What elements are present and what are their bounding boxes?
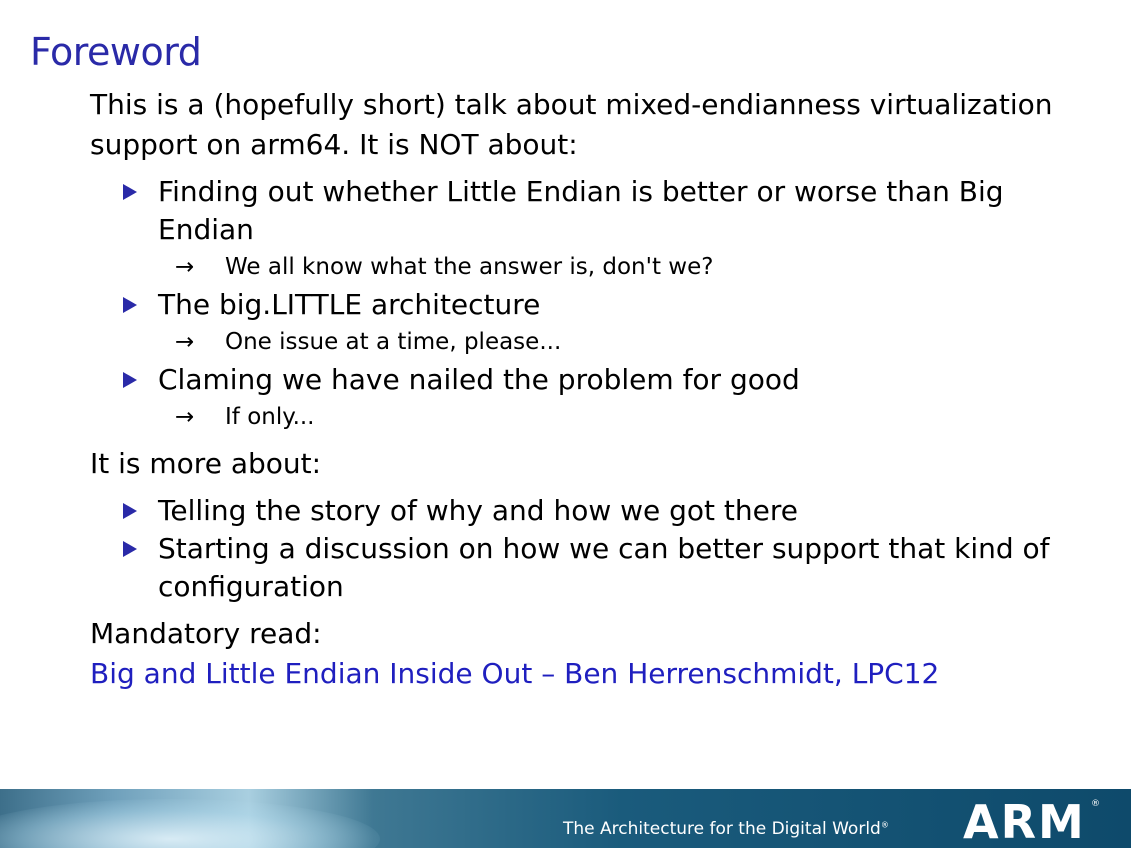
triangle-bullet-icon <box>123 503 137 519</box>
bullet-item <box>90 286 1100 324</box>
right-arrow-icon: → <box>175 254 195 280</box>
sub-text: We all know what the answer is, don't we? <box>225 254 714 280</box>
right-arrow-icon: → <box>175 329 195 355</box>
footer-tagline <box>563 819 889 839</box>
footer-wave-graphic <box>0 799 380 848</box>
mandatory-read-label: Mandatory read: <box>90 617 322 650</box>
bullet-item <box>90 173 1100 249</box>
bullet-text: Finding out whether Little Endian is better or worse than Big Endian <box>158 175 1004 246</box>
right-arrow-icon: → <box>175 404 195 430</box>
sub-text: One issue at a time, please... <box>225 329 562 355</box>
bullet-text: Claming we have nailed the problem for good <box>158 363 800 396</box>
arm-logo: ARM <box>963 795 1086 848</box>
reference-link[interactable]: Big and Little Endian Inside Out – Ben Herrenschmidt, LPC12 <box>90 657 940 690</box>
logo-registered-mark: ® <box>1091 799 1100 809</box>
triangle-bullet-icon <box>123 184 137 200</box>
triangle-bullet-icon <box>123 541 137 557</box>
bullet-item <box>90 361 1100 399</box>
tagline-mark: ® <box>880 820 889 830</box>
bullet-item <box>90 530 1100 606</box>
slide-title: Foreword <box>30 30 202 74</box>
sub-text: If only... <box>225 404 315 430</box>
slide-content <box>90 85 1100 694</box>
triangle-bullet-icon <box>123 372 137 388</box>
more-about-heading: It is more about: <box>90 447 322 480</box>
more-about-list <box>90 492 1100 606</box>
sub-item <box>90 399 1100 436</box>
footer-banner <box>0 789 1131 848</box>
not-about-list <box>90 173 1100 436</box>
bullet-text: Starting a discussion on how we can better support that kind of configuration <box>158 532 1050 603</box>
intro-text: This is a (hopefully short) talk about mixed-endianness virtualization support on arm64. It is NOT about: <box>90 88 1053 161</box>
sub-item <box>90 324 1100 361</box>
bullet-text: Telling the story of why and how we got there <box>158 494 799 527</box>
tagline-text: The Architecture for the Digital World <box>563 819 881 839</box>
bullet-text: The big.LITTLE architecture <box>158 288 541 321</box>
bullet-item <box>90 492 1100 530</box>
sub-item <box>90 249 1100 286</box>
triangle-bullet-icon <box>123 297 137 313</box>
